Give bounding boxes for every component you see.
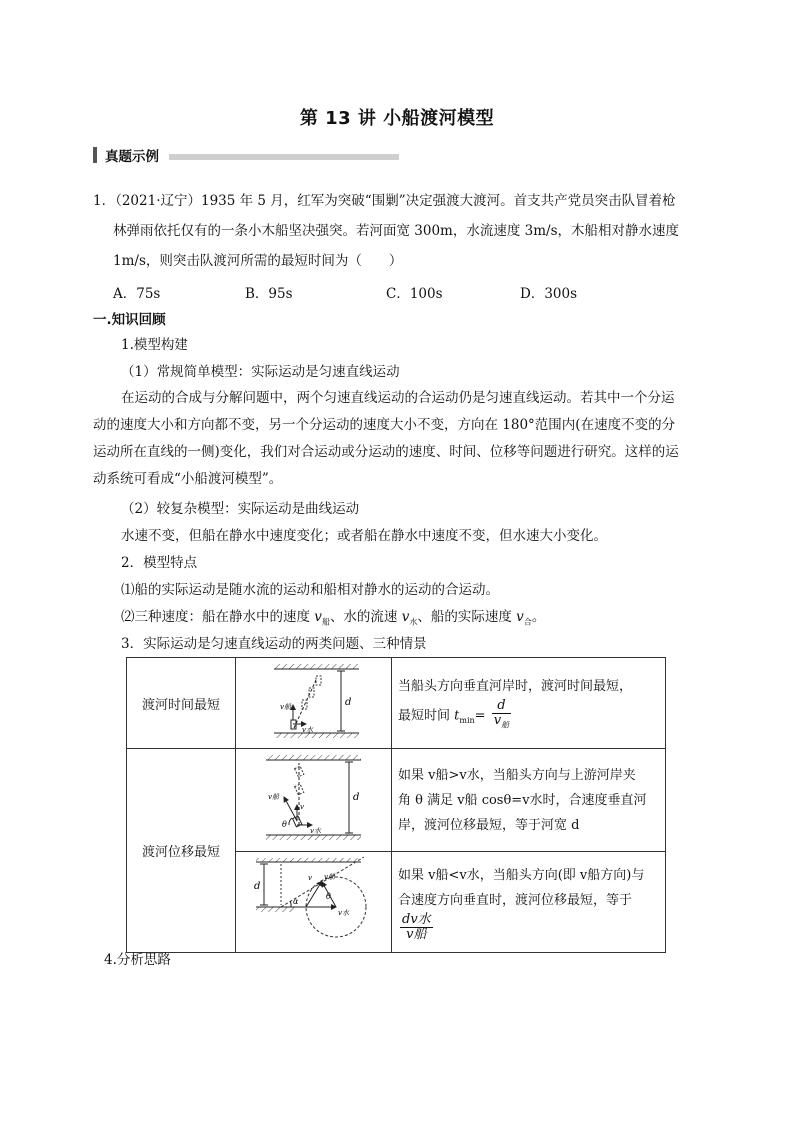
feature-point-1: ⑴船的实际运动是随水流的运动和船相对静水的运动的合运动。 (121, 582, 499, 598)
diagram-min-displacement-a (236, 749, 391, 847)
fraction-numerator: d (492, 699, 511, 714)
boat-positions (295, 766, 304, 795)
table-row (127, 749, 666, 852)
feature-point-2-prefix: ⑵三种速度：船在静水中的速度 (121, 609, 315, 625)
text-line: 如果 v船>v水，当船头方向与上游河岸夹 (398, 767, 636, 783)
row-label-min-displacement: 渡河位移最短 (127, 749, 236, 953)
fraction-denominator: v船 (406, 926, 427, 942)
river-bank-bottom (256, 907, 296, 912)
label-theta: θ (326, 892, 331, 901)
row-text-min-displacement-a (392, 749, 666, 852)
equals-sign: = (474, 707, 486, 723)
v-symbol: v (493, 712, 502, 728)
river-bank-bottom (274, 733, 359, 738)
min-time-desc: 当船头方向垂直河岸时，渡河时间最短， (398, 678, 633, 694)
fraction-numerator: dv水 (402, 911, 431, 927)
label-d: d (353, 792, 360, 803)
paragraph-line: 在运动的合成与分解问题中，两个匀速直线运动的合运动仍是匀速直线运动。若其中一个分运 (121, 390, 675, 406)
subheading-analysis: 4.分析思路 (104, 952, 171, 968)
section-header (93, 146, 399, 164)
label-v-water: v水 (302, 726, 313, 734)
label-d: d (254, 881, 261, 892)
option-a: A．75s (113, 286, 161, 302)
label-d: d (345, 697, 352, 708)
subheading-model-features: 2．模型特点 (121, 555, 198, 571)
figure-min-displacement-a (236, 749, 392, 852)
fraction-dv-over-v (400, 913, 433, 942)
section-bar (93, 147, 97, 163)
table-row (127, 658, 666, 749)
subscript-boat: 船 (321, 617, 330, 627)
min-time-formula (398, 699, 659, 733)
option-d: D．300s (520, 286, 578, 302)
label-v-boat: v船 (280, 703, 291, 711)
paragraph-line: 动系统可看成“小船渡河模型”。 (93, 471, 283, 487)
v-symbol: v (314, 609, 322, 625)
subheading-complex-model: （2）较复杂模型：实际运动是曲线运动 (121, 501, 360, 517)
label-theta: θ (282, 820, 287, 829)
angle-theta (289, 818, 292, 825)
subscript-combined: 合 (523, 617, 532, 627)
text-line: 岸，渡河位移最短，等于河宽 d (398, 817, 580, 833)
v-symbol: v (401, 609, 410, 625)
fraction-denominator (492, 714, 511, 733)
label-v-water: v水 (310, 827, 321, 835)
diagram-min-displacement-b (236, 852, 391, 948)
section-heading: 真题示例 (105, 149, 159, 165)
v-boat-arrow (284, 797, 297, 821)
label-v-boat: v船 (324, 873, 335, 881)
row-text-min-displacement-b (392, 852, 666, 953)
question-line-1: 1．（2021·辽宁）1935 年 5 月，红军为突破“围剿”决定强渡大渡河。首支共产党员突击队冒着枪 (93, 193, 676, 209)
paragraph-complex: 水速不变，但船在静水中速度变化；或者船在静水中速度不变，但水速大小变化。 (121, 528, 607, 544)
v-combined-arrow (306, 881, 322, 907)
feature-point-2-text: 、水的流速 (329, 609, 402, 625)
river-bank-bottom (266, 835, 361, 840)
subheading-model-build: 1.模型构建 (121, 337, 188, 353)
subscript-min: min (459, 715, 475, 725)
question-line-2: 林弹雨依托仅有的一条小木船坚决强突。若河面宽 300m，水流速度 3m/s，木船相对静水速度 (113, 223, 680, 239)
option-b: B．95s (245, 286, 293, 302)
river-bank-top (274, 664, 359, 669)
subheading-two-problems: 3．实际运动是匀速直线运动的两类问题、三种情景 (121, 636, 427, 652)
text-line: 合速度方向垂直时，渡河位移最短，等于 (398, 892, 633, 908)
angle-alpha (290, 901, 291, 907)
paragraph-line: 动的速度大小和方向都不变，另一个分运动的速度大小不变，方向在 180°范围内(在速度不变的分 (93, 417, 676, 433)
v-symbol: v (516, 609, 524, 625)
page-title: 第 13 讲 小船渡河模型 (299, 108, 495, 129)
row-label-min-time: 渡河时间最短 (127, 658, 236, 749)
subscript-water: 水 (409, 617, 418, 627)
option-c: C．100s (386, 286, 443, 302)
fraction-d-over-v (492, 699, 511, 733)
section-rule (169, 154, 399, 160)
t-symbol: t (454, 707, 460, 723)
text-line: 如果 v船<v水，当船头方向(即 v船方向)与 (398, 867, 645, 883)
river-bank-top (266, 755, 361, 760)
figure-min-time (236, 658, 392, 749)
label-v-water: v水 (338, 909, 349, 917)
row-text-min-time (392, 658, 666, 749)
label-v: v (308, 874, 312, 882)
actual-path (294, 680, 316, 728)
feature-point-2-text: 、船的实际速度 (417, 609, 517, 625)
label-alpha: α (293, 897, 299, 906)
river-bank-top (256, 858, 361, 862)
paragraph-line: 运动所在直线的一侧)变化，我们对合运动或分运动的速度、时间、位移等问题进行研究。这样的运 (93, 444, 679, 460)
subheading-simple-model: （1）常规简单模型：实际运动是匀速直线运动 (121, 364, 400, 380)
label-v-boat: v船 (268, 793, 279, 801)
figure-min-displacement-b (236, 852, 392, 953)
feature-point-2 (121, 605, 545, 628)
label-v: v (300, 803, 304, 811)
knowledge-heading: 一.知识回顾 (93, 312, 166, 328)
text-line: 角 θ 满足 v船 cosθ=v水时，合速度垂直河 (398, 792, 647, 808)
diagram-min-time (236, 658, 391, 744)
subscript-boat: 船 (501, 720, 510, 730)
min-time-label: 最短时间 (398, 707, 455, 723)
feature-point-2-end: 。 (531, 609, 546, 625)
question-line-3: 1m/s，则突击队渡河所需的最短时间为（ ） (113, 253, 403, 269)
model-table (126, 657, 666, 953)
